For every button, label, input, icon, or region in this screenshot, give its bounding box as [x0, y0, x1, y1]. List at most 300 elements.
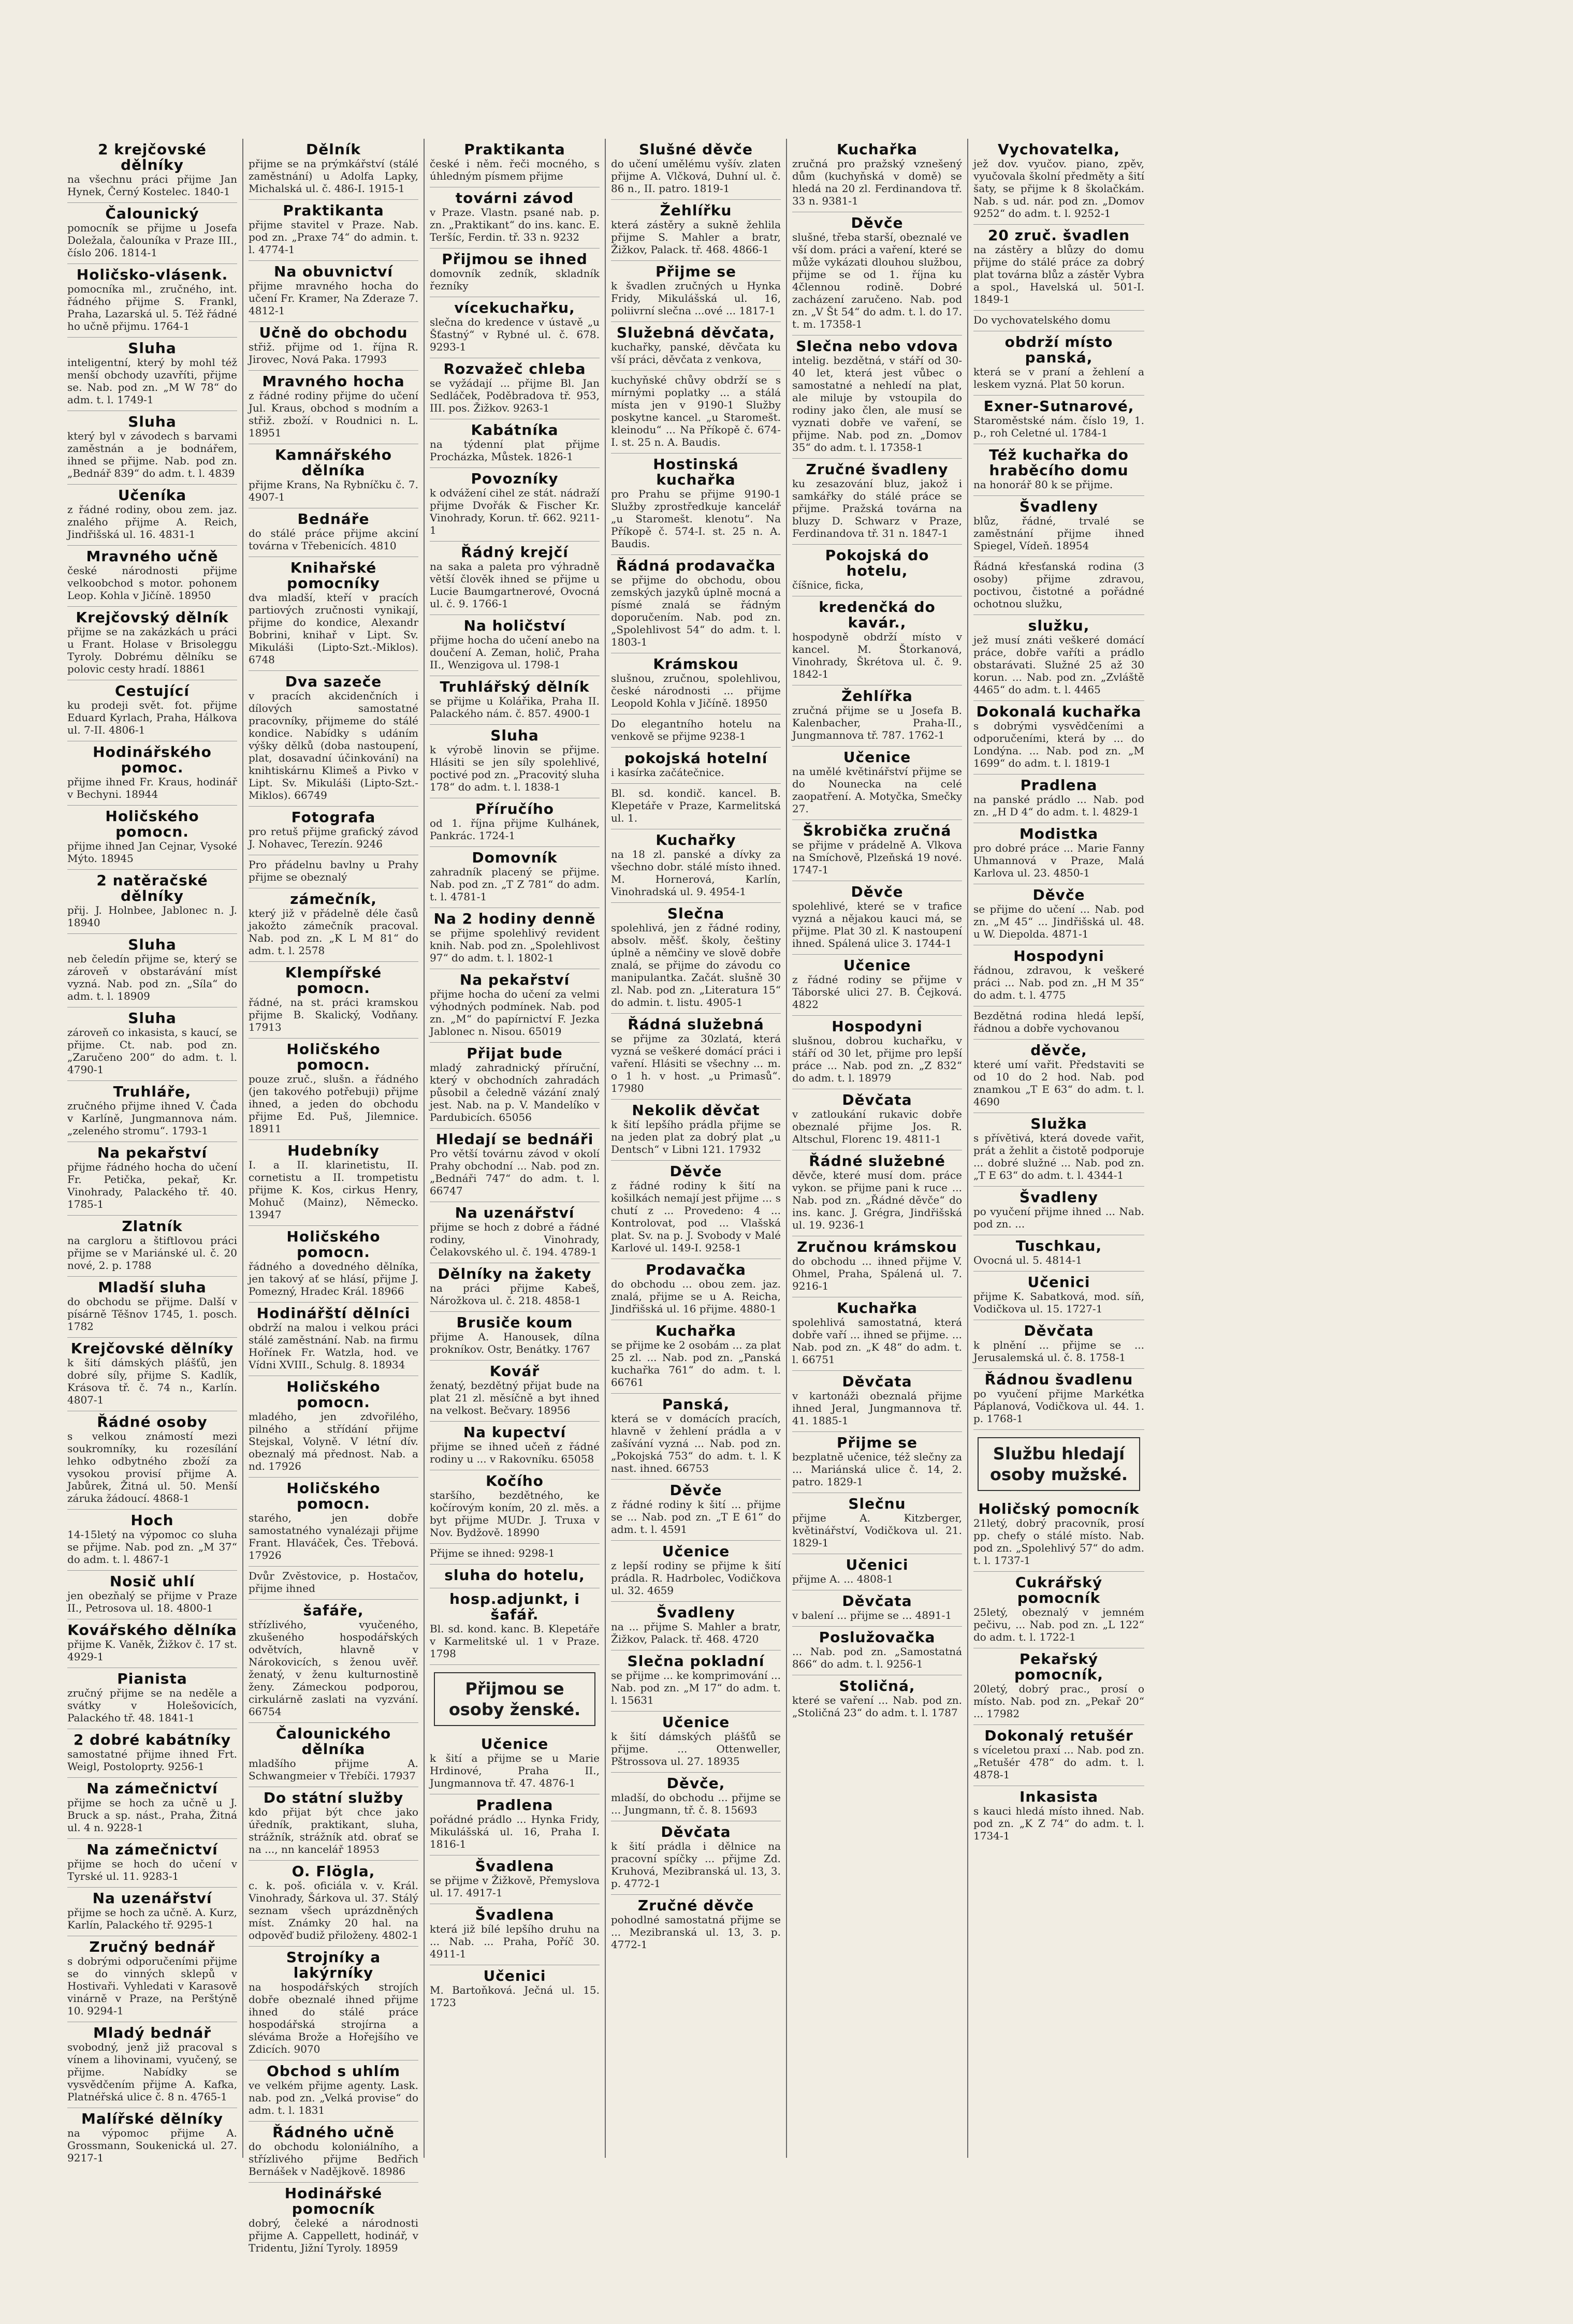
classified-ad — [430, 1129, 600, 1202]
classified-ad — [973, 1006, 1144, 1040]
ad-heading: Řádná prodavačka — [616, 557, 776, 574]
classified-ad — [430, 1904, 600, 1965]
ad-heading: pokojská hotelní — [624, 750, 768, 767]
ad-heading: Kovář — [489, 1363, 540, 1380]
classified-ad — [973, 1572, 1144, 1648]
ad-body: přijme se hoch do učení v Tyrské ul. 11. 9283-1 — [67, 1858, 237, 1882]
ad-body: která již bílé lepšího druhu na ... Nab. ... Praha, Poříč 30. 4911-1 — [430, 1923, 600, 1960]
classified-ad — [973, 139, 1144, 225]
classified-ad — [430, 1588, 600, 1665]
ad-heading: Učenice — [480, 1735, 549, 1752]
ad-heading: Holičského pomocn. — [286, 1480, 381, 1512]
ad-heading: Zručné děvče — [637, 1897, 754, 1914]
ad-body: staršího, bezdětného, ke kočírovým koním, 20 zl. měs. a byt přijme MUDr. J. Truxa v Nov. Bydžově. 18990 — [430, 1489, 600, 1539]
ad-body: na hospodářských strojích dobře obeznalé ihned přijme ihned do stálé práce hospodářská strojírna a sléváma Brože a Hořejšího ve Zdicích. 9070 — [249, 1981, 418, 2055]
ad-heading: Řádnou švadlenu — [984, 1371, 1133, 1388]
classified-ad — [973, 1113, 1144, 1187]
classified-ad — [611, 1259, 781, 1320]
classified-ad — [430, 1263, 600, 1312]
ad-body: z řádné rodiny přijme do učení Jul. Kraus, obchod s modním a střiž. zboží. v Roudnici n. L. 18951 — [249, 389, 418, 439]
ad-heading: Holičského pomocn. — [105, 808, 199, 840]
column-4 — [606, 139, 787, 2158]
ad-body: mladý zahradnický příruční, který v obchodních zahradách působil a čeledně vázání znalý jest. Nab. na p. V. Mandelíko v Pardubicích. 65056 — [430, 1061, 600, 1123]
ad-body: se přijme v Žižkově, Přemyslova ul. 17. 4917-1 — [430, 1874, 600, 1899]
classified-ad — [792, 685, 962, 747]
ad-body: Dvůr Zvěstovice, p. Hostačov, přijme ihned — [249, 1570, 418, 1595]
ad-body: Staroměstské nám. číslo 19, 1. p., roh Celetné ul. 1784-1 — [973, 414, 1144, 439]
ad-body: s víceletou praxí ... Nab. pod zn. „Retušér 478“ do adm. t. l. 4878-1 — [973, 1744, 1144, 1781]
ad-heading: Kovářského dělníka — [67, 1621, 237, 1639]
ad-heading: Praktikanta — [283, 202, 384, 219]
ad-body: na saka a paleta pro výhradně větší člověk ihned se přijme u Lucie Baumgartnerové, Ovocná ul. č. 9. 1766-1 — [430, 560, 600, 610]
ad-heading: Zručné švadleny — [806, 461, 949, 478]
ad-body: kdo přijat být chce jako úředník, praktikant, sluha, strážník, strážník atd. obrať se na ..., nn kancelář 18953 — [249, 1806, 418, 1855]
ad-heading: Slečna nebo vdova — [796, 338, 958, 355]
ad-heading: Kuchařka — [837, 141, 917, 158]
classified-ad — [430, 1470, 600, 1544]
classified-ad — [430, 615, 600, 676]
classified-ad — [249, 2183, 418, 2259]
classified-ad — [973, 884, 1144, 945]
ad-heading: Sluha — [128, 340, 177, 357]
classified-ad — [611, 139, 781, 200]
ad-body: řádnou, zdravou, k veškeré práci ... Nab. pod zn. „H M 35“ do adm. t. l. 4775 — [973, 964, 1144, 1001]
classified-ad — [430, 419, 600, 468]
ad-body: které se vaření ... Nab. pod zn. „Stoličná 23“ do adm. t. l. 1787 — [792, 1694, 962, 1719]
ad-heading: Kuchařky — [656, 831, 736, 849]
classified-ad — [249, 444, 418, 508]
classified-ad — [973, 1648, 1144, 1725]
ad-body: k švadlen zručných u Hynka Fridy, Mikulášská ul. 16, poliivrní slečna ...ové ... 1817-1 — [611, 280, 781, 317]
classified-ad — [611, 261, 781, 322]
classified-ad — [430, 1794, 600, 1855]
classified-ad — [249, 1039, 418, 1140]
classified-ad — [430, 676, 600, 725]
ad-heading: Rozvažeč chleba — [443, 360, 586, 377]
ad-heading: Klempířské pomocn. — [285, 964, 382, 997]
ad-heading: Domovník — [472, 849, 558, 866]
ad-body: který již v přádelně déle časů jakožto zámečník pracoval. Nab. pod zn. „K L M 81“ do adm. t. l. 2578 — [249, 907, 418, 957]
ad-heading: Na pekařství — [97, 1144, 208, 1161]
classified-ad — [430, 798, 600, 847]
ad-body: spolehlivá, jen z řádné rodiny, absolv. měšť. školy, češtiny úplně a němčiny ve slově dobře znalá, se přijme do závodu co manipulantka. Začát. slušně 30 zl. Nab. pod zn. „Literatura 15“ do admin. t. listu. 4905-1 — [611, 922, 781, 1008]
ad-body: i kasírka začátečnice. — [611, 766, 724, 779]
ad-body: kuchyňské chůvy obdrží se s mírnými poplatky ... a stálá místa jen v 9190-1 Služby poskytne kancel. „u Staromešt. kleinodu“ ... Na Příkopě č. 674-I. st. 25 n. A. Baudis. — [611, 374, 781, 448]
ad-body: pomocníka ml., zručného, int. řádného přijme S. Frankl, Praha, Lazarská ul. 5. Též řádné ho učně přijmu. 1764-1 — [67, 283, 237, 332]
classified-ad — [611, 1394, 781, 1480]
ad-heading: Krámskou — [653, 655, 739, 673]
ad-heading: Učeníka — [118, 487, 187, 504]
classified-ad — [611, 371, 781, 454]
classified-ad — [67, 1007, 237, 1081]
ad-body: ku prodeji svět. fot. přijme Eduard Kyrlach, Praha, Hálkova ul. 7-II. 4806-1 — [67, 699, 237, 736]
classified-ad — [611, 748, 781, 784]
ad-heading: Hoch — [130, 1512, 174, 1529]
ad-heading: Učenici — [483, 1967, 546, 1984]
classified-ad — [792, 459, 962, 545]
classified-ad — [249, 807, 418, 855]
classified-ad — [973, 701, 1144, 774]
classified-ad — [430, 969, 600, 1043]
ad-body: která se v domácích pracích, hlavně v žehlení prádla a v zašívání vyzná ... Nab. pod zn. „Pokojská 753“ do adm. t. l. K nast. ihned. 66753 — [611, 1412, 781, 1474]
ad-heading: Též kuchařka do hraběcího domu — [989, 446, 1129, 479]
ad-heading: Švadlena — [475, 1858, 555, 1875]
ad-body: zručný přijme se na neděle a svátky v Holešovicích, Palackého tř. 48. 1841-1 — [67, 1687, 237, 1724]
ad-body: s dobrými vysvědčeními a odporučeními, která by ... do Londýna. ... Nab. pod zn. „M 1699“ do adm. t. l. 1819-1 — [973, 720, 1144, 769]
ad-body: přijme se na zakázkách u práci u Frant. Holase v Brisoleggu Tyroly. Dobrému dělníku se polovic cesty hradí. 18861 — [67, 625, 237, 675]
ad-body: kuchařky, panské, děvčata ku vší práci, děvčata z venkova, — [611, 341, 781, 366]
classified-ad — [792, 1590, 962, 1627]
ad-body: na honorář 80 k se přijme. — [973, 478, 1113, 491]
ad-heading: Řádné osoby — [97, 1413, 208, 1430]
ad-heading: Poslužovačka — [819, 1629, 936, 1646]
ad-heading: Holičského pomocn. — [286, 1041, 381, 1073]
classified-ad — [67, 1338, 237, 1411]
classified-ad — [249, 139, 418, 200]
ad-body: na umělé květinářství přijme se do Nounecka na celé zaopatření. A. Motyčka, Smečky 27. — [792, 765, 962, 815]
ad-heading: Pianista — [117, 1670, 187, 1687]
ad-heading: továrni závod — [455, 189, 574, 207]
ad-heading: Bednáře — [297, 510, 370, 528]
classified-ad — [973, 1725, 1144, 1786]
classified-ad — [67, 1216, 237, 1277]
ad-body: děvče, které musí dom. práce vykon. se přijme pani k ruce ... Nab. pod zn. „Řádné děvče“ do ins. kanc. J. Grégra, Jindřišská ul. 19. 9236-1 — [792, 1169, 962, 1231]
classified-ad — [67, 1510, 237, 1571]
ad-body: starého, jen dobře samostatného vynalézaji přijme Frant. Hlaváček, Čes. Třebová. 17926 — [249, 1512, 418, 1561]
ad-body: pořádné prádlo ... Hynka Fridy, Mikulášská ul. 16, Praha I. 1816-1 — [430, 1813, 600, 1850]
ad-body: střiž. přijme od 1. října R. Jirovec, Nová Paka. 17993 — [249, 341, 418, 366]
ad-heading: Hospodyni — [1013, 947, 1104, 964]
ad-body: se přijme do obchodu, obou zemských jazyků úplně mocná a písmé znalá se řádným doporučením. Nab. pod zn. „Spolehlivost 54“ do adm. t. l. 1803-1 — [611, 574, 781, 648]
ad-heading: Švadleny — [1019, 498, 1099, 515]
ad-body: I. a II. klarinetistu, II. cornetistu a II. trompetistu přijme K. Kos, cirkus Henry, Mohuč (Mainz), Německo. 13947 — [249, 1159, 418, 1221]
classified-ad — [67, 806, 237, 870]
ad-body: na všechnu práci přijme Jan Hynek, Černý Kostelec. 1840-1 — [67, 173, 237, 198]
classified-ad — [67, 680, 237, 741]
ad-body: slušnou, dobrou kuchařku, v stáří od 30 let, přijme pro lepší práce ... Nab. pod zn. „Z 832“ do adm. t. l. 18979 — [792, 1034, 962, 1084]
classified-ad — [430, 297, 600, 358]
ad-heading: Služebná děvčata, — [616, 324, 776, 341]
ad-heading: Hodinářští dělníci — [256, 1305, 411, 1322]
ad-heading: Mravného hocha — [262, 373, 405, 390]
classified-ad — [792, 139, 962, 212]
ad-body: z řádné rodiny, obou zem. jaz. znalého přijme A. Reich, Jindřišská ul. 16. 4831-1 — [67, 503, 237, 540]
classified-ad — [973, 225, 1144, 311]
classified-ad — [67, 203, 237, 264]
classified-ad — [67, 1729, 237, 1778]
ad-body: Bl. sd. kondič. kancel. B. Klepetáře v Praze, Karmelitská ul. 1. — [611, 787, 781, 824]
ad-heading: Exner-Sutnarové, — [983, 398, 1134, 415]
ad-heading: Příručího — [475, 800, 555, 817]
classified-ad — [973, 1040, 1144, 1113]
classified-ad — [249, 1303, 418, 1376]
classified-ad — [792, 1150, 962, 1236]
ad-body: jež musí znáti veškeré domácí práce, dobře vaříti a prádlo obstarávati. Služné 25 až 30 korun. ... Nab. pod zn. „Zvláště 4465“ do adm. t. l. 4465 — [973, 634, 1144, 696]
ad-body: samostatné přijme ihned Frt. Weigl, Postoloprty. 9256-1 — [67, 1748, 237, 1773]
ad-heading: Přijme se — [655, 263, 737, 280]
classified-ad — [67, 1668, 237, 1729]
ad-heading: Hostinská kuchařka — [653, 456, 739, 488]
ad-body: která zástěry a sukně žehlila přijme S. Mahler a bratr, Žižkov, Palack. tř. 468. 4866-1 — [611, 218, 781, 256]
classified-ad — [430, 847, 600, 908]
classified-ad — [67, 546, 237, 607]
ad-heading: Prodavačka — [646, 1261, 746, 1278]
ad-heading: Učenice — [662, 1543, 730, 1560]
ad-heading: Modistka — [1019, 825, 1099, 842]
classified-ad — [249, 2060, 418, 2122]
ad-body: na panské prádlo ... Nab. pod zn. „H D 4“ do adm. t. l. 4829-1 — [973, 793, 1144, 818]
ad-body: se přijme ke 2 osobám ... za plat 25 zl. ... Nab. pod zn. „Panská kuchařka 761“ do adm. t. l. 66761 — [611, 1339, 781, 1388]
ad-body: na práci přijme Kabeš, Nárožkova ul. č. 218. 4858-1 — [430, 1282, 600, 1307]
ad-body: přijme Krans, Na Rybníčku č. 7. 4907-1 — [249, 478, 418, 503]
classified-ad — [792, 820, 962, 881]
classified-ad — [67, 1936, 237, 2022]
ad-body: řádné, na st. práci kramskou přijme B. Skalický, Vodňany. 17913 — [249, 996, 418, 1033]
classified-ad — [249, 855, 418, 888]
classified-ad — [792, 596, 962, 685]
ad-body: Řádná křesťanská rodina (3 osoby) přijme zdravou, poctivou, čistotné a pořádné ochotnou služku, — [973, 560, 1144, 610]
ad-body: pouze zruč., slušn. a řádného (jen takového potřebuji) přijme ihned, a jeden do obchodu přijme Ed. Puš, Jilemnice. 18911 — [249, 1073, 418, 1135]
ad-heading: Pradlena — [476, 1796, 554, 1814]
ad-body: mladšího přijme A. Schwangmeier v Třebíči. 17937 — [249, 1757, 418, 1782]
ad-heading: šafáře, — [303, 1602, 364, 1619]
ad-heading: Děvčata — [842, 1091, 912, 1108]
classified-ad — [430, 139, 600, 187]
classified-ad — [611, 1320, 781, 1394]
ad-body: k odvážení cihel ze stát. nádraží přijme Dvořák & Fischer Kr. Vinohrady, Korun. tř. 662. 9211-1 — [430, 487, 600, 536]
classified-ad — [792, 1493, 962, 1554]
ad-body: inteligentní, který by mohl též menší obchody uzavříti, přijme se. Nab. pod zn. „M W 78“ do adm. t. l. 1749-1 — [67, 356, 237, 406]
classified-ad — [792, 881, 962, 955]
ad-heading: Učenice — [843, 749, 911, 766]
classified-ad — [67, 607, 237, 680]
classified-ad — [249, 1226, 418, 1303]
ad-heading: Vychovatelka, — [998, 141, 1120, 158]
classified-ad — [430, 1733, 600, 1794]
ad-body: ženatý, bezdětný přijat bude na plat 21 zl. měsíčně a byt ihned na velkost. Bečvary. 18956 — [430, 1379, 600, 1416]
ad-body: přijme hocha do učení za velmi výhodných podmínek. Nab. pod zn. „M“ do papírnictví F. Jezka Jablonec n. Nisou. 65019 — [430, 988, 600, 1037]
ad-body: Bl. sd. kond. kanc. B. Klepetáře v Karmelitské ul. 1 v Praze. 1798 — [430, 1623, 600, 1660]
classified-ad — [611, 784, 781, 829]
ad-heading: Švadlena — [475, 1906, 555, 1923]
ad-body: k šití a přijme se u Marie Hrdinové, Praha II., Jungmannova tř. 47. 4876-1 — [430, 1752, 600, 1789]
classified-ad — [792, 335, 962, 459]
classified-ad — [249, 1567, 418, 1600]
ad-body: na cargloru a štiftlovou práci přijme se v Mariánské ul. č. 20 nové, 2. p. 1788 — [67, 1234, 237, 1271]
ad-heading: Na zámečnictví — [86, 1841, 218, 1858]
ad-body: do obchodu ... obou zem. jaz. znalá, přijme se u A. Reicha, Jindřišská ul. 16 přijme. 4880-1 — [611, 1278, 781, 1315]
ad-body: do obchodu koloniálního, a střízlivého přijme Bedřich Bernášek v Nadějkově. 18986 — [249, 2140, 418, 2177]
ad-body: do stálé práce přijme akciní továrna v Třebenicích. 4810 — [249, 527, 418, 552]
ad-heading: Nekolik děvčat — [632, 1102, 760, 1119]
ad-body: Pro větší továrnu závod v okolí Prahy obchodní ... Nab. pod zn. „Bednáři 747“ do adm. t. l. 66747 — [430, 1147, 600, 1197]
classified-ad — [611, 1541, 781, 1602]
classified-ad — [67, 338, 237, 411]
ad-body: pomocník se přijme u Josefa Doležala, čalouníka v Praze III., číslo 206. 1814-1 — [67, 222, 237, 259]
column-1 — [62, 139, 243, 2164]
ad-heading: Čalounického dělníka — [275, 1725, 391, 1758]
ad-body: 14-15letý na výpomoc co sluha se přijme. Nab. pod zn. „M 37“ do adm. t. l. 4867-1 — [67, 1528, 237, 1566]
ad-body: se přijme ... ke komprimování ... Nab. pod zn. „M 17“ do adm. t. l. 15631 — [611, 1669, 781, 1706]
classified-ad — [430, 542, 600, 615]
ad-heading: Tuschkau, — [1015, 1237, 1102, 1254]
ad-heading: Hodinářského pomoc. — [93, 743, 212, 776]
ad-heading: Slečna pokladní — [627, 1653, 765, 1670]
ad-body: přijme stavitel v Praze. Nab. pod zn. „Praxe 74“ do admin. t. l. 4774-1 — [249, 218, 418, 256]
ad-body: v Praze. Vlastn. psané nab. p. zn. „Praktikant“ do ins. kanc. E. Teršíc, Ferdin. tř. 33 n. 9232 — [430, 206, 600, 243]
ad-heading: Zlatník — [122, 1218, 183, 1235]
ad-heading: Služka — [1030, 1115, 1087, 1132]
ad-heading: Dokonalá kuchařka — [976, 703, 1142, 720]
ad-heading: Na 2 hodiny denně — [433, 910, 596, 927]
ad-heading: Na kupectví — [463, 1424, 566, 1441]
ad-heading: Děvče — [851, 214, 904, 231]
ad-heading: Krejčovský dělník — [76, 609, 229, 626]
ad-heading: 20 zruč. švadlen — [987, 227, 1130, 244]
classified-ad — [973, 557, 1144, 615]
classified-ad — [973, 311, 1144, 331]
classified-ad — [249, 888, 418, 962]
ad-heading: sluha do hotelu, — [444, 1567, 585, 1584]
ad-heading: Švadleny — [656, 1604, 736, 1621]
ad-heading: Na zámečnictví — [86, 1780, 218, 1797]
ad-body: střízlivého, vyučeného, zkušeného hospodářských odvětvích, hlavně v Nárokovicích, s ženou uvěř. ženatý, v ženu kulturnostině ženy. Zámeckou podporou, cirkulárně zaslati na vyzvání. 66754 — [249, 1618, 418, 1718]
ad-heading: Učenice — [662, 1714, 730, 1731]
ad-heading: zámečník, — [290, 890, 377, 908]
classified-ad — [792, 1297, 962, 1371]
classified-ad — [611, 1712, 781, 1773]
ad-heading: Učně do obchodu — [259, 324, 408, 341]
ad-body: na týdenní plat přijme Procházka, Můstek. 1826-1 — [430, 438, 600, 463]
ad-body: se přijme v prádelně A. Vlkova na Smíchově, Plzeňská 19 nové. 1747-1 — [792, 839, 962, 876]
classified-ad — [973, 615, 1144, 701]
classified-ad — [973, 444, 1144, 496]
ad-heading: Děvčata — [842, 1592, 912, 1610]
ad-heading: Obchod s uhlím — [266, 2063, 401, 2080]
ad-body: přijme se na prýmkářství (stálé zaměstnání) u Adolfa Lapky, Michalská ul. č. 486-I. 1915-1 — [249, 157, 418, 195]
ad-body: zároveň co inkasista, s kaucí, se přijme. Ct. nab. pod zn. „Zaručeno 200“ do adm. t. l. 4790-1 — [67, 1026, 237, 1076]
classified-ad — [430, 249, 600, 297]
ad-body: přijme se ihned učeň z řádné rodiny u ... v Rakovníku. 65058 — [430, 1440, 600, 1465]
classified-ad — [67, 741, 237, 806]
ad-body: na výpomoc přijme A. Grossmann, Soukenická ul. 27. 9217-1 — [67, 2127, 237, 2164]
ad-heading: Na uzenářství — [92, 1890, 212, 1907]
ad-heading: Děvčata — [1024, 1322, 1094, 1339]
classified-ad — [792, 1432, 962, 1493]
ad-heading: Kuchařka — [837, 1299, 917, 1317]
classified-ad — [249, 1723, 418, 1787]
ad-body: svobodný, jenž již pracoval s vínem a lihovinami, vyučený, se přijme. Nabídky se vysvědčením přijme A. Kafka, Platnéřská ulice č. 8 n. 4765-1 — [67, 2041, 237, 2103]
ad-heading: služku, — [1028, 617, 1090, 634]
classified-ad — [430, 187, 600, 249]
ad-body: se přijme za 30zlatá, která vyzná se veškeré domácí práci i vaření. Hlásiti se všechny ... m. o 1 h. v host. „u Primasů“. 17980 — [611, 1032, 781, 1094]
ad-heading: Děvče, — [666, 1775, 725, 1792]
classified-ad — [611, 903, 781, 1014]
classified-ad — [973, 496, 1144, 557]
ad-body: k šití dámských plášťů, jen dobré síly, přijme S. Kadlík, Krásova tř. č. 74 n., Karlín. 4807-1 — [67, 1356, 237, 1406]
ad-body: který byl v závodech s barvami zaměstnán a je bodnářem, ihned se přijme. Nab. pod zn. „Bednář 839“ do adm. t. l. 4839 — [67, 430, 237, 479]
ad-body: mladší, do obchodu ... přijme se ... Jungmann, tř. č. 8. 15693 — [611, 1791, 781, 1816]
ad-heading: Dokonalý retušér — [984, 1727, 1133, 1744]
ad-body: v kartonáži obeznalá přijme ihned Jeral, Jungmannova tř. 41. 1885-1 — [792, 1390, 962, 1427]
ad-body: k výrobě linovin se přijme. Hlásiti se jen síly spolehlivé, poctivé pod zn. „Pracovitý sluha 178“ do adm. t. l. 1838-1 — [430, 743, 600, 793]
ad-heading: Hledají se bednáři — [435, 1131, 594, 1148]
ad-heading: Děvče — [669, 1163, 722, 1180]
classified-ad — [67, 1839, 237, 1888]
ad-body: pohodlné samostatná přijme se ... Mezibranská ul. 13, 3. p. 4772-1 — [611, 1913, 781, 1951]
ad-body: k šití prádla i dělnice na pracovní spíčky ... přijme Zd. Kruhová, Mezibranská ul. 13, 3. p. 4772-1 — [611, 1840, 781, 1890]
ad-heading: Do státní služby — [263, 1789, 404, 1806]
ad-body: s kauci hledá místo ihned. Nab. pod zn. „K Z 74“ do adm. t. l. 1734-1 — [973, 1805, 1144, 1842]
ad-body: z řádné rodiny k šití ... přijme se ... Nab. pod zn. „T E 61“ do adm. t. l. 4591 — [611, 1498, 781, 1536]
classified-ad — [67, 2108, 237, 2169]
ad-body: bezplatně učenice, též slečny za ... Mariánská ulice č. 14, 2. patro. 1829-1 — [792, 1451, 962, 1488]
ad-heading: Pokojská do hotelu, — [825, 547, 929, 579]
ad-body: přij. J. Holnbee, Jablonec n. J. 18940 — [67, 904, 237, 929]
ad-heading: Kabátníka — [471, 421, 559, 439]
ad-body: jen obezňalý se přijme v Praze II., Petrosova ul. 18. 4800-1 — [67, 1589, 237, 1614]
ad-heading: Cestující — [115, 682, 190, 699]
classified-ad — [249, 1600, 418, 1723]
classified-ad — [792, 1554, 962, 1590]
ad-heading: Truhlářský dělník — [440, 678, 590, 695]
ad-body: dva mladší, kteří v pracích partiových zručnosti vynikají, přijme do kondice, Alexandr Bobrini, knihař v Lipt. Sv. Mikuláši (Lipto-Szt.-Miklos). 6748 — [249, 591, 418, 666]
ad-body: řádného a dovedného dělníka, jen takový ať se hlásí, přijme J. Pomezný, Hradec Král. 18966 — [249, 1260, 418, 1297]
ad-body: přijme řádného hocha do učení Fr. Petička, pekař, Kr. Vinohrady, Palackého tř. 40. 1785-1 — [67, 1161, 237, 1210]
classified-ad — [249, 557, 418, 671]
ad-heading: Zručnou krámskou — [797, 1238, 957, 1255]
classified-ad — [430, 468, 600, 542]
classified-ad — [249, 2122, 418, 2183]
classified-ad — [67, 139, 237, 203]
ad-body: Pro přádelnu bavlny u Prahy přijme se obeznalý — [249, 858, 418, 883]
classified-ad — [792, 747, 962, 820]
classified-ad — [973, 774, 1144, 823]
column-5 — [787, 139, 968, 2158]
classified-ad — [249, 261, 418, 322]
ad-heading: Učenici — [846, 1556, 909, 1573]
ad-heading: Děvče — [1032, 886, 1085, 903]
ad-body: k šití lepšího prádla přijme se na jeden plat za dobrý plat „u Dentsch“ v Libni 121. 17932 — [611, 1118, 781, 1156]
ad-body: přijme ihned Jan Cejnar, Vysoké Mýto. 18945 — [67, 840, 237, 865]
ad-heading: vícekuchařku, — [454, 299, 575, 316]
ad-heading: Knihařské pomocníky — [287, 559, 380, 592]
ad-body: na 18 zl. panské a dívky za všechno dobr. stálé místo ihned. M. Hornerová, Karlín, Vinohradská ul. 9. 4954-1 — [611, 848, 781, 898]
ad-heading: Škrobička zručná — [803, 822, 952, 839]
ad-heading: Na uzenářství — [455, 1204, 575, 1221]
ad-heading: kredenčká do kavár., — [819, 598, 936, 631]
ad-heading: Inkasista — [1019, 1788, 1099, 1805]
ad-body: obdrží na malou i velkou práci stálé zaměstnání. Nab. na firmu Hořínek Fr. Watzla, hod. ve Vídni XVIII., Schulg. 8. 18934 — [249, 1321, 418, 1371]
classified-ad — [792, 955, 962, 1016]
ad-body: c. k. poš. oficiála v. v. Král. Vinohrady, Šárkova ul. 37. Stálý seznam všech uprázdněných míst. Známky 20 hal. na odpověď budiž přiloženy. 4802-1 — [249, 1879, 418, 1941]
classified-ad — [249, 200, 418, 261]
classified-ad — [973, 945, 1144, 1006]
classified-ad — [792, 1371, 962, 1432]
ad-heading: Učenici — [1027, 1274, 1090, 1291]
ad-body: se přijme do učení ... Nab. pod zn. „M 45“ ... Jindřišská ul. 48. u W. Diepolda. 4871-1 — [973, 903, 1144, 940]
ad-heading: Povozníky — [471, 470, 559, 487]
ad-body: spolehlivá samostatná, která dobře vaří ... ihned se přijme. ... Nab. pod zn. „K 48“ do adm. t. l. 66751 — [792, 1316, 962, 1366]
classified-ad — [249, 371, 418, 444]
ad-body: přijme ihned Fr. Kraus, hodinář v Bechyni. 18944 — [67, 776, 237, 800]
classified-ad — [611, 1014, 781, 1100]
ad-body: z řádné rodiny se přijme v Táborské ulici 27. B. Čejková. 4822 — [792, 973, 962, 1011]
ad-heading: Dělníky na žakety — [438, 1265, 592, 1282]
classified-ad — [249, 322, 418, 371]
ad-body: po vyučení přijme Markétka Páplanová, Vodičkova ul. 44. 1. p. 1768-1 — [973, 1387, 1144, 1425]
ad-body: z lepší rodiny se přijme k šití prádla. R. Hadrbolec, Vodičkova ul. 32. 4659 — [611, 1559, 781, 1597]
